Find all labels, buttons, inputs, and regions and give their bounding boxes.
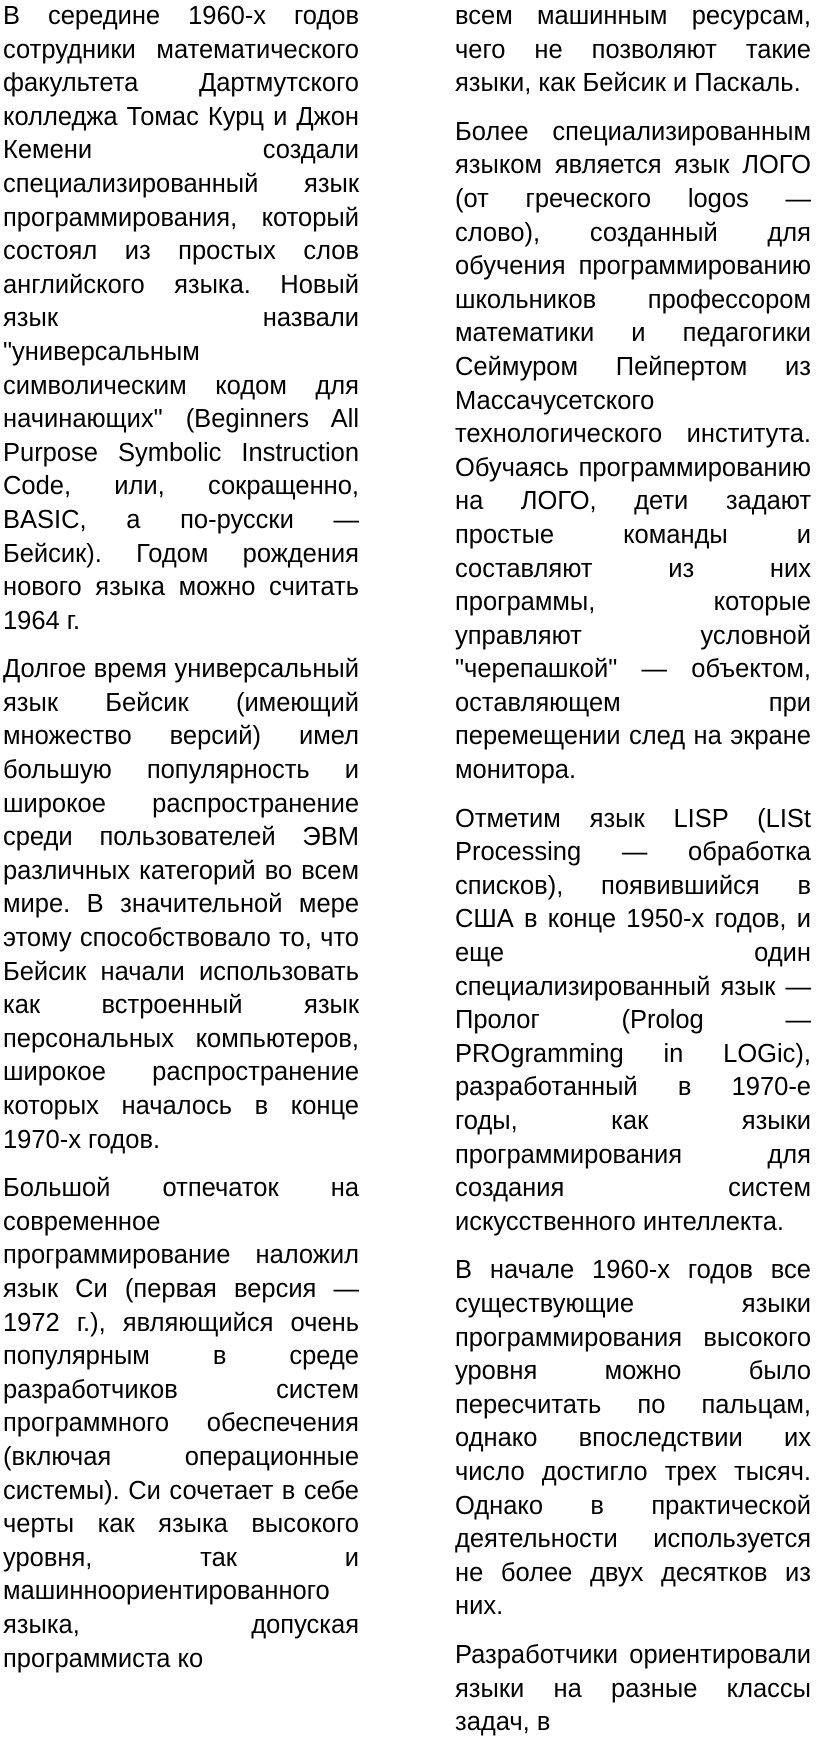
left-text-column xyxy=(3,0,359,1691)
paragraph-lisp-prolog: Отметим язык LISP (LISt Processing — обработка списков), появившийся в США в конце 1950-х годов, и еще один специализированный язык — Пролог (Prolog — PROgramming in LOGic), разработанный в 1970-е годы, как языки программирования для создания систем искусственного интеллекта. xyxy=(455,804,811,1236)
paragraph-basic-history: В середине 1960-х годов сотрудники математического факультета Дартмутского колледжа Томас Курц и Джон Кемени создали специализированный язык программирования, который состоял из простых слов английского языка. Новый язык назвали "универсальным символическим кодом для начинающих" (Beginners All Purpose Symbolic Instruction Code, или, сокращенно, BASIC, а по-русски — Бейсик). Годом рождения нового языка можно считать 1964 г. xyxy=(3,2,359,635)
paragraph-developers: Разработчики ориентировали языки на разные классы задач, в xyxy=(455,1640,811,1737)
paragraph-basic-popularity: Долгое время универсальный язык Бейсик (имеющий множество версий) имел большую популярность и широкое распространение среди пользователей ЭВМ различных категорий во всем мире. В значительной мере этому способствовало то, что Бейсик начали использовать как встроенный язык персональных компьютеров, широкое распространение которых началось в конце 1970-х годов. xyxy=(3,655,359,1154)
paragraph-c-continuation: всем машинным ресурсам, чего не позволяют такие языки, как Бейсик и Паскаль. xyxy=(455,2,811,98)
paragraph-language-count: В начале 1960-х годов все существующие языки программирования высокого уровня можно было пересчитать по пальцам, однако впоследствии их число достигло трех тысяч. Однако в практической деятельности используется не более двух десятков из них. xyxy=(455,1256,811,1621)
right-text-column xyxy=(455,0,811,1755)
paragraph-c-language: Большой отпечаток на современное программирование наложил язык Си (первая версия — 1972 г.), являющийся очень популярным в среде разработчиков систем программного обеспечения (включая операционные системы). Си сочетает в себе черты как языка высокого уровня, так и машинноориентированного языка, допуская программиста ко xyxy=(3,1174,359,1673)
paragraph-logo-language: Более специализированным языком является язык ЛОГО (от греческого logos — слово), созданный для обучения программированию школьников профессором математики и педагогики Сеймуром Пейпертом из Массачусетского технологического института. Обучаясь программированию на ЛОГО, дети задают простые команды и составляют из них программы, которые управляют условной "черепашкой" — объектом, оставляющем при перемещении след на экране монитора. xyxy=(455,117,811,785)
